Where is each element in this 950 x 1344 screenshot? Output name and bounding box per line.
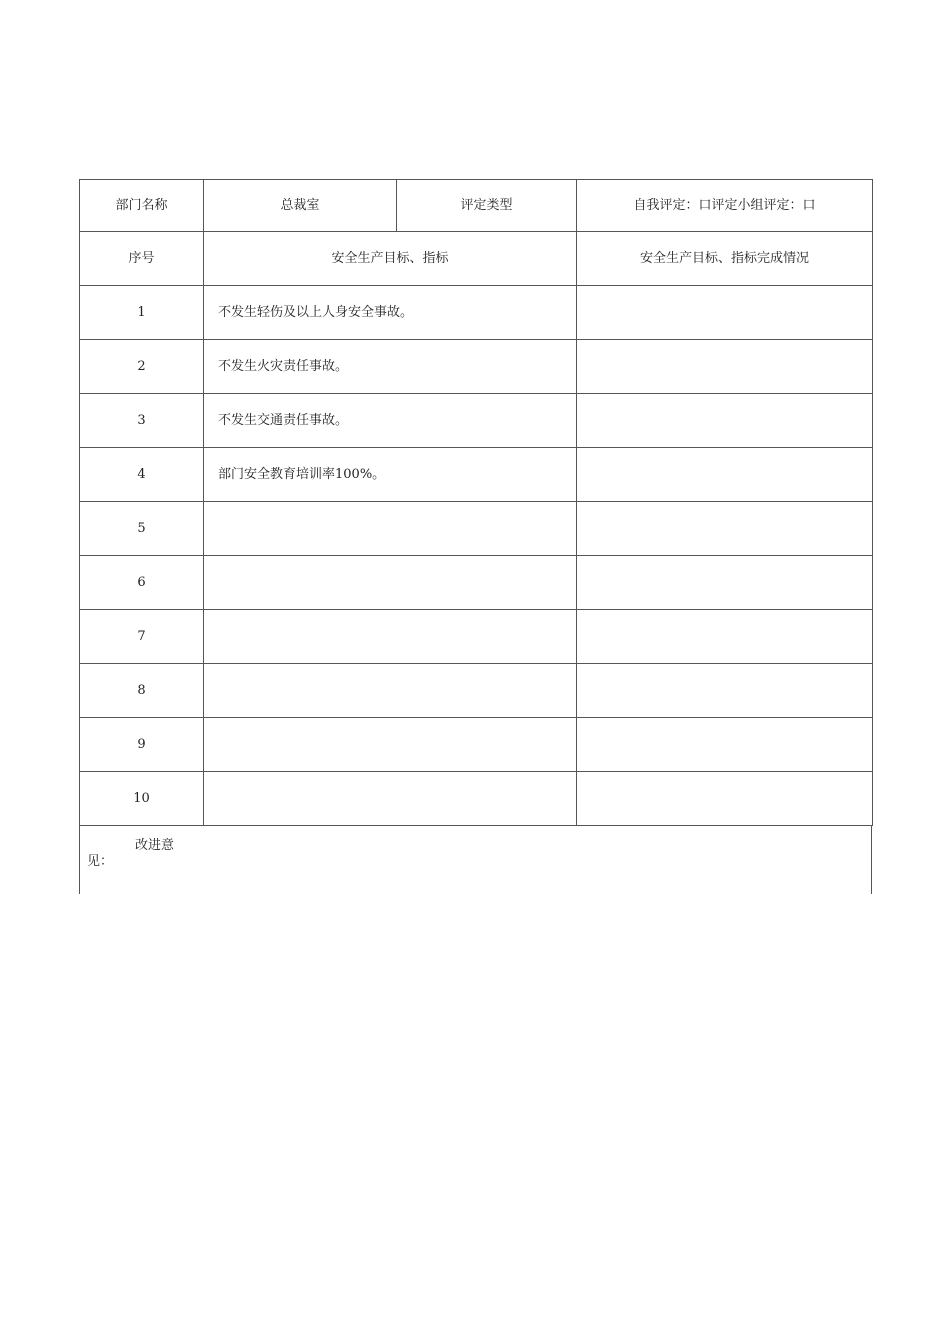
column-header-seq: 序号	[80, 232, 204, 286]
type-value[interactable]: 自我评定：口评定小组评定：口	[577, 180, 873, 232]
row-seq: 1	[80, 286, 204, 340]
row-seq: 7	[80, 610, 204, 664]
evaluation-table	[79, 179, 873, 826]
row-completion-cell[interactable]	[577, 394, 873, 448]
row-completion-cell[interactable]	[577, 502, 873, 556]
row-target: 部门安全教育培训率100%。	[204, 448, 577, 502]
row-completion-cell[interactable]	[577, 448, 873, 502]
row-completion-cell[interactable]	[577, 340, 873, 394]
improvement-label-line2: 见：	[87, 854, 114, 869]
row-target	[204, 718, 577, 772]
row-target	[204, 664, 577, 718]
row-seq: 2	[80, 340, 204, 394]
table-row	[80, 718, 873, 772]
dept-label: 部门名称	[80, 180, 204, 232]
row-completion-cell[interactable]	[577, 718, 873, 772]
type-label: 评定类型	[397, 180, 577, 232]
row-target	[204, 502, 577, 556]
column-header-row	[80, 232, 873, 286]
row-target	[204, 772, 577, 826]
table-row	[80, 502, 873, 556]
row-seq: 10	[80, 772, 204, 826]
row-seq: 9	[80, 718, 204, 772]
header-row	[80, 180, 873, 232]
improvement-section[interactable]	[79, 826, 872, 894]
dept-value: 总裁室	[204, 180, 397, 232]
column-header-target: 安全生产目标、指标	[204, 232, 577, 286]
row-target	[204, 610, 577, 664]
improvement-label-line1: 改进意	[135, 838, 175, 853]
row-completion-cell[interactable]	[577, 772, 873, 826]
row-target	[204, 556, 577, 610]
row-seq: 3	[80, 394, 204, 448]
table-row	[80, 448, 873, 502]
row-target: 不发生交通责任事故。	[204, 394, 577, 448]
table-row	[80, 286, 873, 340]
row-target: 不发生火灾责任事故。	[204, 340, 577, 394]
table-row	[80, 610, 873, 664]
table-row	[80, 340, 873, 394]
row-completion-cell[interactable]	[577, 610, 873, 664]
row-seq: 4	[80, 448, 204, 502]
table-row	[80, 664, 873, 718]
row-target: 不发生轻伤及以上人身安全事故。	[204, 286, 577, 340]
row-completion-cell[interactable]	[577, 286, 873, 340]
table-row	[80, 556, 873, 610]
table-row	[80, 772, 873, 826]
column-header-completion: 安全生产目标、指标完成情况	[577, 232, 873, 286]
row-seq: 5	[80, 502, 204, 556]
evaluation-form	[79, 179, 872, 894]
row-completion-cell[interactable]	[577, 664, 873, 718]
table-row	[80, 394, 873, 448]
row-seq: 8	[80, 664, 204, 718]
row-completion-cell[interactable]	[577, 556, 873, 610]
row-seq: 6	[80, 556, 204, 610]
